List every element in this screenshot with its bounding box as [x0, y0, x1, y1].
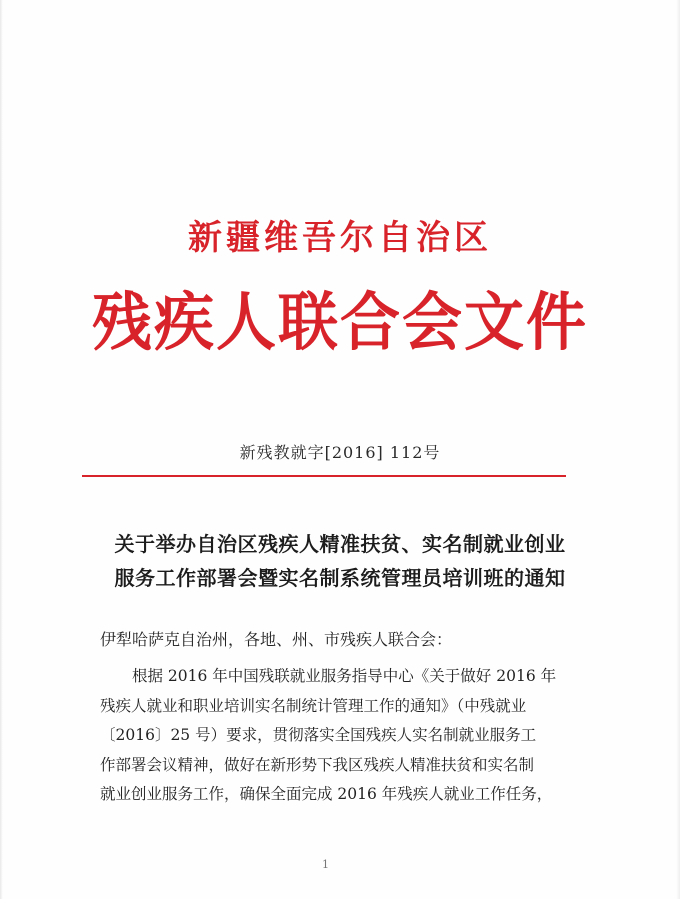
page-number: 1: [322, 858, 329, 871]
document-number: 新残教就字[2016] 112号: [239, 443, 441, 462]
salutation: 伊犁哈萨克自治州，各地、州、市残疾人联合会：: [100, 630, 453, 649]
body-line: 根据 2016 年中国残联就业服务指导中心《关于做好 2016 年: [132, 667, 557, 685]
red-divider-line: [82, 475, 566, 477]
body-line: 作部署会议精神，做好在新形势下我区残疾人精准扶贫和实名制: [100, 755, 535, 774]
body-line: 就业创业服务工作，确保全面完成 2016 年残疾人就业工作任务，: [100, 785, 553, 803]
body-line: 残疾人就业和职业培训实名制统计管理工作的通知》（中残就业: [100, 696, 527, 715]
document-title: [60, 527, 620, 595]
issuer-document-heading: 残疾人联合会文件: [92, 286, 588, 360]
issuer-region-heading: 新疆维吾尔自治区: [188, 218, 492, 258]
body-paragraph: [100, 662, 570, 810]
document-title-line-2: 服务工作部署会暨实名制系统管理员培训班的通知: [114, 566, 566, 590]
document-title-line-1: 关于举办自治区残疾人精准扶贫、实名制就业创业: [114, 532, 566, 556]
body-line: 〔2016〕25 号）要求，贯彻落实全国残疾人实名制就业服务工: [100, 726, 537, 744]
